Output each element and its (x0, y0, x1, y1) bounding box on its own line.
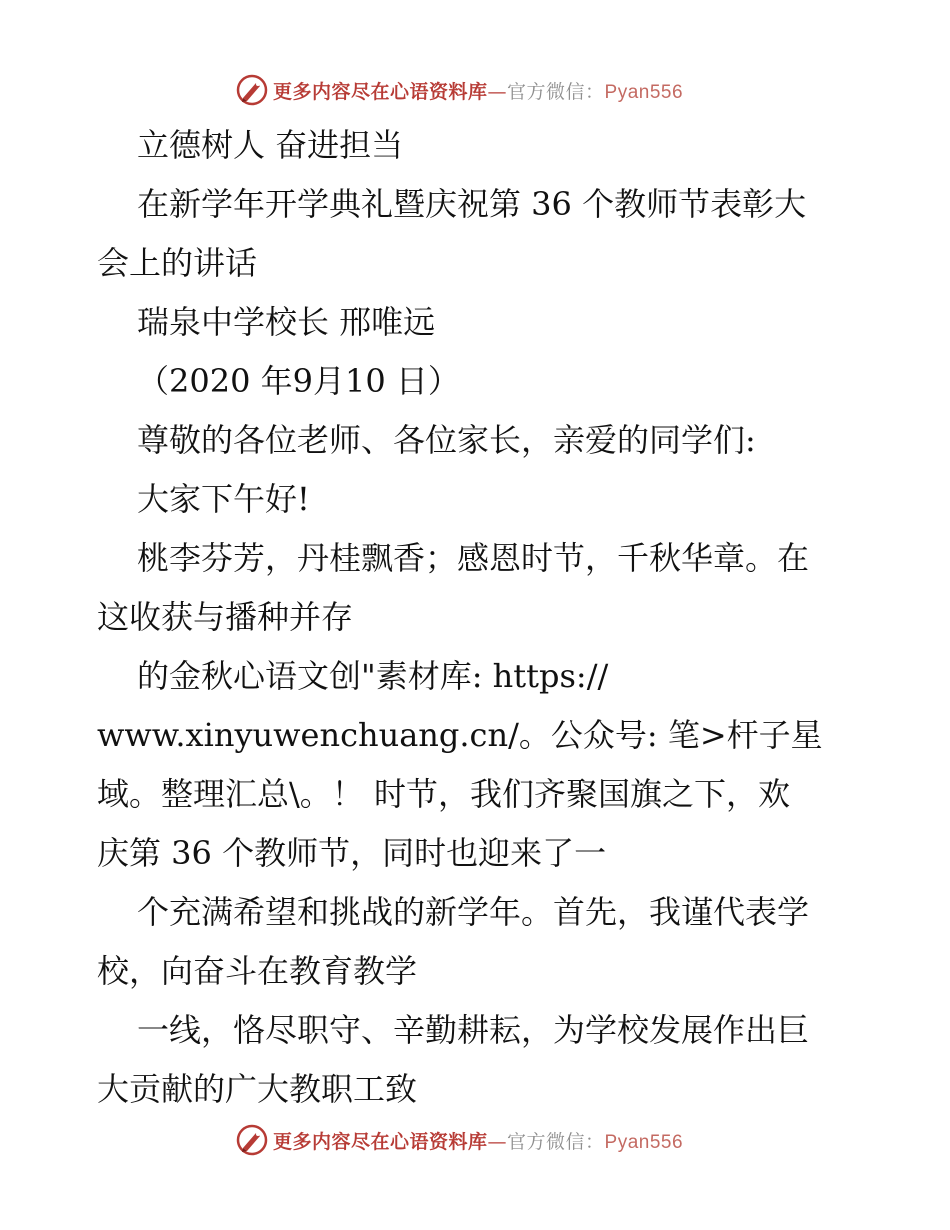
watermark-text: 更多内容尽在心语资料库—官方微信：Pyan556 (273, 1130, 684, 1153)
paragraph-line: www.xinyuwenchuang.cn/。公众号: 笔>杆子星 (97, 716, 823, 754)
pen-logo-icon (236, 1124, 268, 1156)
paragraph-line: 桃李芬芳，丹桂飘香；感恩时节，千秋华章。在 (137, 539, 810, 577)
greeting: 大家下午好! (137, 480, 310, 518)
document-body (97, 116, 867, 1119)
pen-logo-icon (236, 74, 268, 106)
salutation: 尊敬的各位老师、各位家长，亲爱的同学们: (137, 421, 756, 459)
author-line: 瑞泉中学校长 邢唯远 (137, 303, 436, 341)
watermark-text: 更多内容尽在心语资料库—官方微信：Pyan556 (273, 80, 684, 103)
document-subtitle-cont: 会上的讲话 (97, 244, 258, 282)
paragraph-line: 一线，恪尽职守、辛勤耕耘，为学校发展作出巨 (137, 1011, 810, 1049)
date-line: （2020 年9月10 日） (137, 362, 460, 400)
paragraph-line: 域。整理汇总\。！ 时节，我们齐聚国旗之下，欢 (97, 775, 790, 813)
footer-watermark (236, 1124, 683, 1156)
paragraph-line: 这收获与播种并存 (97, 598, 354, 636)
header-watermark (236, 74, 683, 106)
paragraph-line: 大贡献的广大教职工致 (97, 1070, 418, 1108)
paragraph-line: 个充满希望和挑战的新学年。首先，我谨代表学 (137, 893, 810, 931)
document-title: 立德树人 奋进担当 (137, 126, 404, 164)
paragraph-line: 校，向奋斗在教育教学 (97, 952, 418, 990)
paragraph-line: 的金秋心语文创"素材库: https:// (137, 657, 609, 695)
paragraph-line: 庆第 36 个教师节，同时也迎来了一 (97, 834, 607, 872)
document-subtitle: 在新学年开学典礼暨庆祝第 36 个教师节表彰大 (137, 185, 807, 223)
